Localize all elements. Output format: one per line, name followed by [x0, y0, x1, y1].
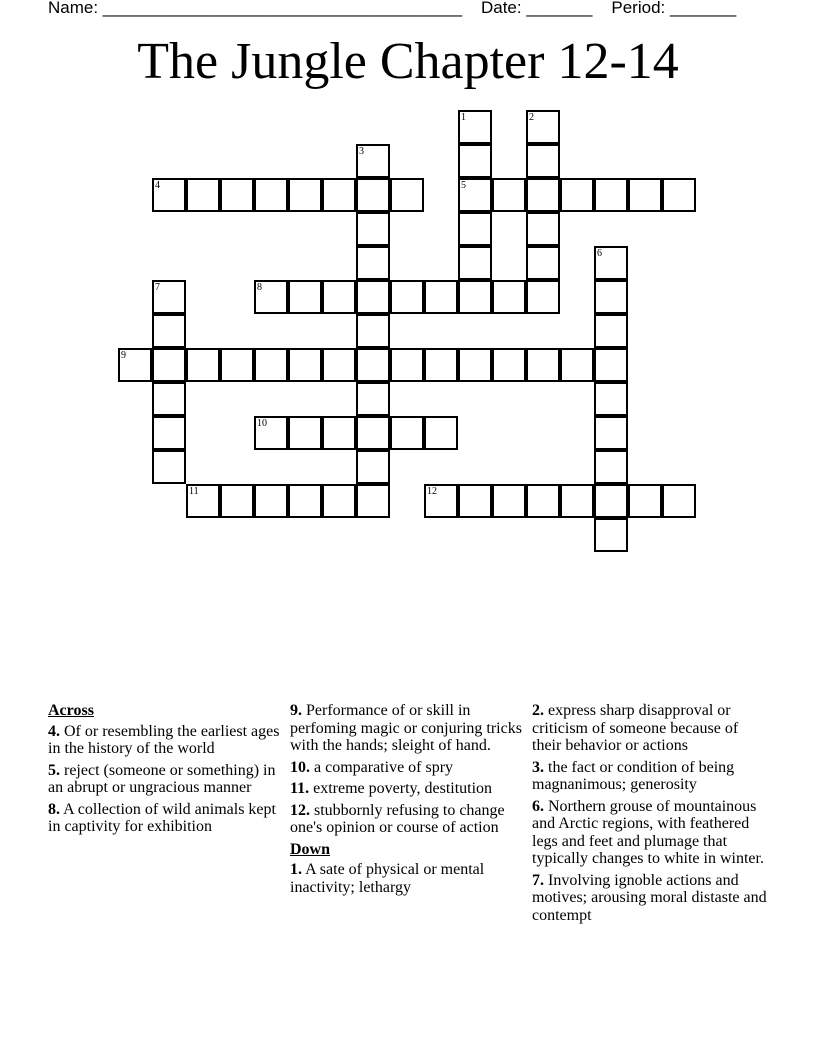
- crossword-cell[interactable]: [356, 246, 390, 280]
- clue-down-3: 3. the fact or condition of being magnanimous; generosity: [532, 758, 735, 793]
- crossword-cell[interactable]: [560, 178, 594, 212]
- crossword-cell[interactable]: [458, 246, 492, 280]
- crossword-cell[interactable]: [492, 178, 526, 212]
- clue-number: 9: [121, 350, 126, 361]
- crossword-cell[interactable]: [526, 484, 560, 518]
- clue-across-11: 11. extreme poverty, destitution: [290, 780, 493, 797]
- crossword-cell[interactable]: [594, 246, 628, 280]
- down-heading: Down: [290, 840, 331, 858]
- crossword-cell[interactable]: [390, 416, 424, 450]
- crossword-cell[interactable]: [560, 348, 594, 382]
- crossword-cell[interactable]: [254, 280, 288, 314]
- crossword-cell[interactable]: [424, 416, 458, 450]
- crossword-cell[interactable]: [288, 416, 322, 450]
- crossword-cell[interactable]: [390, 280, 424, 314]
- crossword-cell[interactable]: [492, 348, 526, 382]
- clue-number: 4: [155, 180, 160, 191]
- crossword-cell[interactable]: [594, 450, 628, 484]
- clue-number: 7: [155, 282, 160, 293]
- clue-number: 1: [461, 112, 466, 123]
- crossword-cell[interactable]: [356, 280, 390, 314]
- crossword-cell[interactable]: [458, 110, 492, 144]
- crossword-cell[interactable]: [594, 518, 628, 552]
- crossword-cell[interactable]: [186, 348, 220, 382]
- crossword-cell[interactable]: [526, 246, 560, 280]
- crossword-cell[interactable]: [288, 484, 322, 518]
- clues-column-1: [48, 702, 284, 840]
- clue-number: 3: [359, 146, 364, 157]
- crossword-cell[interactable]: [594, 416, 628, 450]
- crossword-cell[interactable]: [594, 348, 628, 382]
- crossword-cell[interactable]: [560, 484, 594, 518]
- crossword-cell[interactable]: [526, 212, 560, 246]
- crossword-cell[interactable]: [526, 178, 560, 212]
- crossword-cell[interactable]: [356, 416, 390, 450]
- crossword-cell[interactable]: [152, 178, 186, 212]
- crossword-cell[interactable]: [356, 450, 390, 484]
- crossword-cell[interactable]: [118, 348, 152, 382]
- crossword-cell[interactable]: [356, 382, 390, 416]
- crossword-cell[interactable]: [356, 484, 390, 518]
- crossword-cell[interactable]: [152, 382, 186, 416]
- crossword-cell[interactable]: [424, 348, 458, 382]
- clue-across-5: 5. reject (someone or something) in an abrupt or ungracious manner: [48, 761, 276, 796]
- crossword-cell[interactable]: [322, 348, 356, 382]
- crossword-cell[interactable]: [220, 348, 254, 382]
- clue-number: 12: [427, 486, 437, 497]
- crossword-cell[interactable]: [526, 280, 560, 314]
- clue-across-8: 8. A collection of wild animals kept in captivity for exhibition: [48, 800, 276, 835]
- crossword-cell[interactable]: [458, 348, 492, 382]
- crossword-cell[interactable]: [322, 416, 356, 450]
- crossword-cell[interactable]: [390, 178, 424, 212]
- crossword-cell[interactable]: [458, 144, 492, 178]
- crossword-cell[interactable]: [594, 280, 628, 314]
- crossword-cell[interactable]: [322, 484, 356, 518]
- crossword-cell[interactable]: [322, 178, 356, 212]
- crossword-cell[interactable]: [152, 348, 186, 382]
- clues-column-2: [290, 702, 526, 900]
- clue-number: 2: [529, 112, 534, 123]
- crossword-cell[interactable]: [526, 110, 560, 144]
- crossword-cell[interactable]: [458, 280, 492, 314]
- crossword-cell[interactable]: [254, 416, 288, 450]
- crossword-cell[interactable]: [254, 178, 288, 212]
- clue-number: 11: [189, 486, 199, 497]
- crossword-cell[interactable]: [288, 280, 322, 314]
- crossword-cell[interactable]: [254, 348, 288, 382]
- crossword-cell[interactable]: [152, 416, 186, 450]
- crossword-cell[interactable]: [186, 484, 220, 518]
- crossword-cell[interactable]: [152, 314, 186, 348]
- clue-across-4: 4. Of or resembling the earliest ages in the history of the world: [48, 722, 280, 757]
- clue-down-7: 7. Involving ignoble actions and motives; arousing moral distaste and contempt: [532, 871, 767, 924]
- clue-down-2: 2. express sharp disapproval or criticism of someone because of their behavior or actions: [532, 702, 739, 754]
- crossword-cell[interactable]: [458, 212, 492, 246]
- crossword-cell[interactable]: [220, 178, 254, 212]
- crossword-cell[interactable]: [220, 484, 254, 518]
- crossword-cell[interactable]: [152, 450, 186, 484]
- crossword-cell[interactable]: [594, 382, 628, 416]
- crossword-cell[interactable]: [526, 348, 560, 382]
- clue-across-9: 9. Performance of or skill in perfoming magic or conjuring tricks with the hands; sleight of hand.: [290, 702, 522, 754]
- crossword-cell[interactable]: [662, 178, 696, 212]
- crossword-cell[interactable]: [662, 484, 696, 518]
- crossword-cell[interactable]: [492, 484, 526, 518]
- crossword-cell[interactable]: [628, 484, 662, 518]
- name-date-period-line: Name: ______________________________________ Date: _______ Period: _______: [48, 0, 737, 17]
- crossword-cell[interactable]: [390, 348, 424, 382]
- across-heading: Across: [48, 702, 94, 719]
- crossword-cell[interactable]: [288, 178, 322, 212]
- crossword-cell[interactable]: [424, 280, 458, 314]
- crossword-cell[interactable]: [526, 144, 560, 178]
- clue-down-1: 1. A sate of physical or mental inactivity; lethargy: [290, 861, 485, 896]
- clue-down-6: 6. Northern grouse of mountainous and Arctic regions, with feathered legs and feet and plumage that typically changes to white in winter.: [532, 797, 764, 867]
- crossword-cell[interactable]: [322, 280, 356, 314]
- page-title: The Jungle Chapter 12-14: [137, 33, 679, 90]
- crossword-cell[interactable]: [356, 314, 390, 348]
- crossword-cell[interactable]: [458, 484, 492, 518]
- clue-number: 8: [257, 282, 262, 293]
- clue-number: 10: [257, 418, 267, 429]
- crossword-cell[interactable]: [594, 178, 628, 212]
- crossword-cell[interactable]: [594, 314, 628, 348]
- crossword-cell[interactable]: [492, 280, 526, 314]
- crossword-cell[interactable]: [356, 144, 390, 178]
- crossword-cell[interactable]: [152, 280, 186, 314]
- clue-across-12: 12. stubbornly refusing to change one's opinion or course of action: [290, 801, 505, 836]
- crossword-cell[interactable]: [186, 178, 220, 212]
- clue-number: 6: [597, 248, 602, 259]
- clues-column-3: [532, 702, 768, 928]
- clue-number: 5: [461, 180, 466, 191]
- clue-across-10: 10. a comparative of spry: [290, 758, 454, 776]
- crossword-cell[interactable]: [254, 484, 288, 518]
- crossword-cell[interactable]: [356, 348, 390, 382]
- crossword-cell[interactable]: [356, 178, 390, 212]
- crossword-cell[interactable]: [594, 484, 628, 518]
- crossword-cell[interactable]: [356, 212, 390, 246]
- crossword-cell[interactable]: [288, 348, 322, 382]
- crossword-cell[interactable]: [458, 178, 492, 212]
- crossword-cell[interactable]: [424, 484, 458, 518]
- crossword-cell[interactable]: [628, 178, 662, 212]
